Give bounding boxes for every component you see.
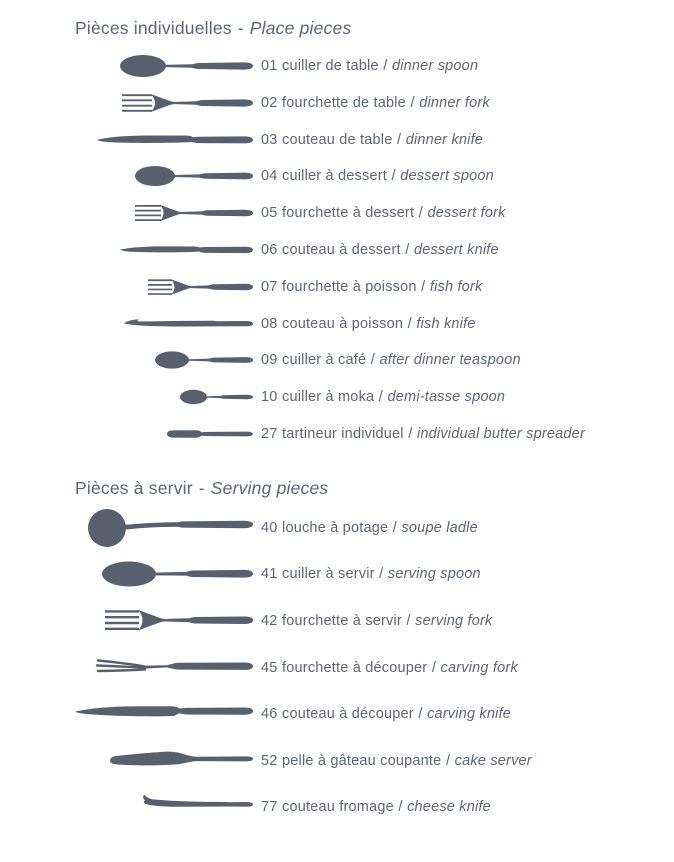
item-code: 05 xyxy=(261,205,278,222)
cheese-knife-icon xyxy=(135,787,253,827)
item-name-en: carving fork xyxy=(440,659,518,676)
item-code: 52 xyxy=(261,752,278,769)
silhouette-cell xyxy=(65,384,253,410)
item-separator: / xyxy=(421,278,426,295)
item-label xyxy=(261,132,483,148)
row-cake-server xyxy=(0,738,674,785)
row-serving-spoon xyxy=(0,551,674,598)
item-code: 10 xyxy=(261,389,278,406)
row-dinner-spoon xyxy=(0,48,674,85)
row-serving-fork xyxy=(0,598,674,645)
section-title-place-pieces xyxy=(0,0,674,40)
item-name-en: cake server xyxy=(454,752,532,769)
silhouette-cell xyxy=(65,127,253,153)
item-label xyxy=(261,58,478,74)
item-label xyxy=(261,426,585,442)
silhouette-cell xyxy=(65,421,253,447)
item-name-fr: fourchette de table xyxy=(282,94,406,111)
silhouette-cell xyxy=(65,601,253,641)
item-name-en: fish fork xyxy=(429,278,483,295)
item-code: 45 xyxy=(261,659,278,676)
row-dinner-knife xyxy=(0,121,674,158)
item-separator: / xyxy=(383,57,388,74)
item-code: 01 xyxy=(261,57,278,74)
item-name-en: dinner knife xyxy=(405,131,484,148)
item-name-fr: fourchette à dessert xyxy=(282,205,415,222)
item-label xyxy=(261,279,482,295)
silhouette-cell xyxy=(65,741,253,781)
item-name-fr: pelle à gâteau coupante xyxy=(282,752,442,769)
item-separator: / xyxy=(398,799,403,816)
item-name-en: dinner spoon xyxy=(391,57,479,74)
section-title-serving-pieces xyxy=(0,477,674,500)
item-label xyxy=(261,613,492,629)
item-name-en: dinner fork xyxy=(419,94,490,111)
carving-knife-icon xyxy=(75,694,253,734)
item-code: 46 xyxy=(261,706,278,723)
row-carving-knife xyxy=(0,691,674,738)
silhouette-cell xyxy=(65,163,253,189)
item-name-en: cheese knife xyxy=(407,799,491,816)
row-cheese-knife xyxy=(0,784,674,831)
item-separator: / xyxy=(410,94,415,111)
item-separator: / xyxy=(405,241,410,258)
silhouette-cell xyxy=(65,508,253,548)
item-separator: / xyxy=(370,352,375,369)
dessert-knife-icon xyxy=(120,237,253,263)
item-name-fr: cuiller de table xyxy=(282,57,379,74)
item-label xyxy=(261,205,506,221)
item-label xyxy=(261,660,518,676)
item-label xyxy=(261,316,476,332)
section-title-separator: - xyxy=(237,18,244,38)
silhouette-cell xyxy=(65,237,253,263)
item-separator: / xyxy=(445,752,451,769)
carving-fork-icon xyxy=(95,648,253,688)
item-label xyxy=(261,753,532,769)
item-name-en: carving knife xyxy=(427,706,512,723)
item-name-fr: fourchette à poisson xyxy=(282,278,417,295)
item-code: 42 xyxy=(261,613,278,630)
item-code: 07 xyxy=(261,278,278,295)
item-separator: / xyxy=(378,389,384,406)
item-separator: / xyxy=(406,613,411,630)
item-label xyxy=(261,799,491,815)
item-name-en: serving spoon xyxy=(387,566,481,583)
section-title-french: Pièces individuelles xyxy=(75,18,232,38)
item-name-en: individual butter spreader xyxy=(416,425,585,442)
item-label xyxy=(261,242,499,258)
item-name-fr: couteau de table xyxy=(282,131,393,148)
section-title-english: Serving pieces xyxy=(210,477,329,498)
item-name-en: dessert spoon xyxy=(400,168,494,185)
item-name-fr: fourchette à servir xyxy=(282,613,402,630)
item-label xyxy=(261,352,521,368)
item-label xyxy=(261,168,494,184)
row-dessert-knife xyxy=(0,232,674,269)
item-code: 40 xyxy=(261,519,278,536)
dinner-fork-icon xyxy=(122,90,253,116)
soup-ladle-icon xyxy=(88,508,253,548)
dessert-fork-icon xyxy=(135,200,253,226)
silhouette-cell xyxy=(65,90,253,116)
row-dessert-fork xyxy=(0,195,674,232)
item-separator: / xyxy=(431,659,437,676)
item-separator: / xyxy=(418,706,423,723)
item-separator: / xyxy=(379,566,384,583)
silhouette-cell xyxy=(65,274,253,300)
item-code: 09 xyxy=(261,352,278,369)
dinner-knife-icon xyxy=(97,127,253,153)
after-dinner-teaspoon-icon xyxy=(155,347,253,373)
item-separator: / xyxy=(391,168,396,185)
row-soup-ladle xyxy=(0,505,674,552)
item-code: 06 xyxy=(261,241,278,258)
section-title-english: Place pieces xyxy=(249,18,352,38)
item-name-fr: couteau à dessert xyxy=(282,241,401,258)
item-label xyxy=(261,566,481,582)
fish-fork-icon xyxy=(148,274,253,300)
item-code: 77 xyxy=(261,799,278,816)
item-separator: / xyxy=(396,131,402,148)
row-after-dinner-teaspoon xyxy=(0,342,674,379)
silhouette-cell xyxy=(65,648,253,688)
item-name-fr: cuiller à moka xyxy=(282,389,375,406)
item-code: 27 xyxy=(261,425,278,442)
item-name-en: demi-tasse spoon xyxy=(387,389,506,406)
item-name-en: dessert knife xyxy=(413,241,499,258)
silhouette-cell xyxy=(65,311,253,337)
item-name-en: after dinner teaspoon xyxy=(379,352,521,369)
item-label xyxy=(261,706,511,722)
dinner-spoon-icon xyxy=(120,53,253,79)
item-label xyxy=(261,389,505,405)
item-name-fr: couteau à découper xyxy=(282,706,414,723)
item-name-fr: cuiller à café xyxy=(282,352,367,369)
silhouette-cell xyxy=(65,554,253,594)
section-title-french: Pièces à servir xyxy=(75,477,193,498)
item-name-fr: fourchette à découper xyxy=(282,659,428,676)
fish-knife-icon xyxy=(122,311,253,337)
item-name-en: dessert fork xyxy=(427,205,506,222)
row-dessert-spoon xyxy=(0,158,674,195)
item-code: 08 xyxy=(261,315,278,332)
row-fish-fork xyxy=(0,268,674,305)
item-name-fr: louche à potage xyxy=(282,519,389,536)
row-carving-fork xyxy=(0,644,674,691)
silhouette-cell xyxy=(65,347,253,373)
item-code: 04 xyxy=(261,168,278,185)
silhouette-cell xyxy=(65,53,253,79)
silhouette-cell xyxy=(65,694,253,734)
serving-spoon-icon xyxy=(102,554,253,594)
silhouette-cell xyxy=(65,200,253,226)
item-code: 03 xyxy=(261,131,278,148)
item-name-fr: couteau à poisson xyxy=(282,315,404,332)
item-name-fr: cuiller à servir xyxy=(282,566,375,583)
item-name-fr: couteau fromage xyxy=(282,799,394,816)
item-name-fr: cuiller à dessert xyxy=(282,168,387,185)
row-demi-tasse-spoon xyxy=(0,379,674,416)
place-pieces-list xyxy=(0,48,674,453)
item-separator: / xyxy=(408,425,413,442)
demi-tasse-spoon-icon xyxy=(180,384,253,410)
dessert-spoon-icon xyxy=(135,163,253,189)
item-code: 02 xyxy=(261,94,278,111)
cake-server-icon xyxy=(110,741,253,781)
butter-spreader-icon xyxy=(167,421,253,447)
item-label xyxy=(261,520,478,536)
item-label xyxy=(261,95,490,111)
serving-fork-icon xyxy=(105,601,253,641)
row-fish-knife xyxy=(0,305,674,342)
row-dinner-fork xyxy=(0,84,674,121)
section-title-separator: - xyxy=(198,477,205,498)
item-separator: / xyxy=(392,519,397,536)
item-separator: / xyxy=(418,205,423,222)
silhouette-cell xyxy=(65,787,253,827)
item-name-en: fish knife xyxy=(416,315,476,332)
item-separator: / xyxy=(407,315,412,332)
item-name-fr: tartineur individuel xyxy=(282,425,404,442)
item-code: 41 xyxy=(261,566,278,583)
row-butter-spreader xyxy=(0,416,674,453)
serving-pieces-list xyxy=(0,505,674,831)
item-name-en: soupe ladle xyxy=(401,519,478,536)
item-name-en: serving fork xyxy=(415,613,493,630)
